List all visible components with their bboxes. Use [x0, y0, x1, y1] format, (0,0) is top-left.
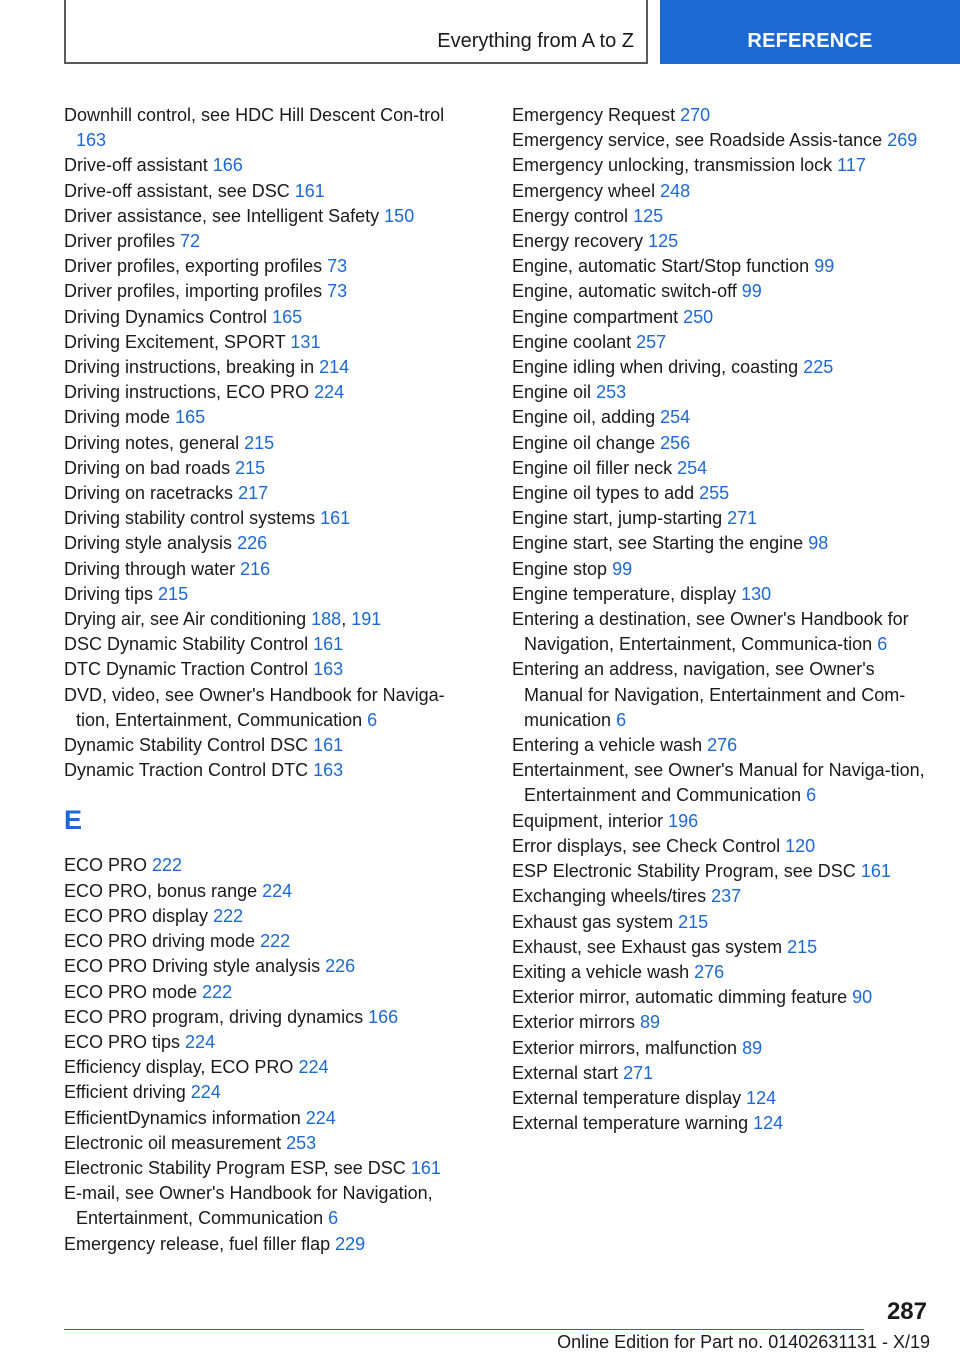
page-link[interactable]: 271 — [623, 1062, 654, 1083]
index-entry-text: Efficiency display, ECO PRO — [64, 1057, 294, 1078]
index-entry-text: ECO PRO driving mode — [64, 931, 256, 952]
index-entry — [64, 929, 474, 954]
index-entry-text: Driving tips — [64, 583, 154, 604]
page-link[interactable]: 222 — [213, 905, 244, 926]
page-link[interactable]: 237 — [711, 886, 742, 907]
index-entry — [64, 954, 474, 979]
index-entry-text: Exhaust, see Exhaust gas system — [512, 936, 783, 957]
page-link[interactable]: 125 — [648, 231, 679, 252]
index-entry-text: Drive-off assistant — [64, 155, 208, 176]
index-entry — [512, 859, 932, 884]
page-link[interactable]: 215 — [235, 457, 266, 478]
index-entry-text: DVD, video, see Owner's Handbook for Naviga-tion, Entertainment, Communication — [64, 684, 445, 730]
page-link[interactable]: 226 — [237, 533, 268, 554]
page-link[interactable]: 215 — [158, 583, 189, 604]
index-entry-text: Driving mode — [64, 407, 171, 428]
footer-edition: Online Edition for Part no. 01402631131 - X/19 — [557, 1332, 930, 1352]
index-entry-text: Entertainment, see Owner's Manual for Naviga-tion, Entertainment and Communication — [512, 760, 925, 806]
page-link[interactable]: 161 — [410, 1157, 441, 1178]
index-entry — [64, 204, 474, 229]
index-entry — [512, 179, 932, 204]
index-entry — [512, 657, 932, 733]
page-link[interactable]: 99 — [814, 256, 835, 277]
section-tab — [660, 0, 960, 64]
index-entry — [512, 935, 932, 960]
page-link[interactable]: 225 — [803, 357, 834, 378]
page-link[interactable]: 253 — [596, 382, 627, 403]
index-entry-text: Electronic Stability Program ESP, see DSC — [64, 1157, 406, 1178]
index-entry-text: Engine oil types to add — [512, 483, 695, 504]
index-entry — [64, 1131, 474, 1156]
index-column-left — [64, 103, 474, 1257]
index-entry-text: ESP Electronic Stability Program, see DSC — [512, 861, 856, 882]
index-entry — [512, 229, 932, 254]
page-link[interactable]: 276 — [694, 961, 725, 982]
index-entry — [512, 204, 932, 229]
index-entry-text: Energy control — [512, 205, 629, 226]
index-entry-text: ECO PRO — [64, 855, 148, 876]
page-link[interactable]: 224 — [190, 1082, 221, 1103]
index-entry-text: ECO PRO Driving style analysis — [64, 956, 321, 977]
page-link[interactable]: 161 — [294, 180, 325, 201]
page-link[interactable]: 117 — [837, 155, 866, 176]
index-entry-text: Driver profiles, exporting profiles — [64, 256, 323, 277]
page-link[interactable]: 161 — [860, 861, 891, 882]
page-link[interactable]: 215 — [244, 432, 275, 453]
page-link[interactable]: 224 — [185, 1031, 216, 1052]
index-entry — [64, 557, 474, 582]
index-entry — [64, 431, 474, 456]
page-link[interactable]: 89 — [640, 1012, 661, 1033]
header-title: Everything from A to Z — [437, 30, 634, 52]
index-entry — [512, 809, 932, 834]
page-link[interactable]: 255 — [699, 483, 730, 504]
page-link[interactable]: 191 — [351, 609, 382, 630]
index-entry-text: Energy recovery — [512, 231, 644, 252]
index-entry-text: Electronic oil measurement — [64, 1132, 282, 1153]
index-entry-text: Driving style analysis — [64, 533, 233, 554]
index-entry-text: Driving Excitement, SPORT — [64, 331, 286, 352]
index-entry — [512, 330, 932, 355]
index-entry — [512, 607, 932, 657]
index-entry-text: Dynamic Stability Control DSC — [64, 735, 309, 756]
page-link[interactable]: 6 — [367, 709, 378, 730]
index-entry-text: Dynamic Traction Control DTC — [64, 760, 309, 781]
page-link[interactable]: 166 — [212, 155, 243, 176]
page-link[interactable]: 229 — [335, 1233, 366, 1254]
index-entry — [512, 1111, 932, 1136]
index-entry — [512, 582, 932, 607]
page-link[interactable]: 6 — [806, 785, 817, 806]
index-entry — [64, 103, 474, 153]
index-entry-text: External start — [512, 1062, 619, 1083]
index-entry — [64, 1156, 474, 1181]
page-link[interactable]: 166 — [368, 1006, 399, 1027]
index-entry-text: Engine oil filler neck — [512, 457, 673, 478]
index-entry — [512, 279, 932, 304]
index-entry-text: Engine, automatic switch-off — [512, 281, 737, 302]
page-link[interactable]: 276 — [707, 735, 738, 756]
page-link[interactable]: 222 — [202, 981, 233, 1002]
page-link[interactable]: 224 — [314, 382, 345, 403]
page-link[interactable]: 226 — [325, 956, 356, 977]
index-entry-text: Downhill control, see HDC Hill Descent Con-trol — [64, 105, 445, 125]
page-link[interactable]: 254 — [660, 407, 691, 428]
index-entry-text: Engine oil change — [512, 432, 656, 453]
index-entry — [512, 1010, 932, 1035]
index-entry-text: Driving instructions, ECO PRO — [64, 382, 310, 403]
index-entry — [64, 879, 474, 904]
index-entry — [64, 405, 474, 430]
index-entry-text: Efficient driving — [64, 1082, 186, 1103]
page-link[interactable]: 270 — [680, 105, 711, 125]
index-entry — [512, 531, 932, 556]
index-entry — [512, 758, 932, 808]
index-entry-text: Engine start, jump-starting — [512, 508, 723, 529]
page-link[interactable]: 216 — [240, 558, 271, 579]
page-link[interactable]: 124 — [746, 1087, 777, 1108]
index-entry-text: Exiting a vehicle wash — [512, 961, 690, 982]
index-entry-text: ECO PRO tips — [64, 1031, 181, 1052]
page-link[interactable]: 224 — [305, 1107, 336, 1128]
index-entry — [64, 1030, 474, 1055]
index-entry-text: Exterior mirrors — [512, 1012, 636, 1033]
index-entry — [512, 1061, 932, 1086]
page-link[interactable]: 73 — [327, 281, 348, 302]
index-entry — [512, 355, 932, 380]
page-link[interactable]: 254 — [677, 457, 708, 478]
index-entry — [512, 985, 932, 1010]
index-entry — [512, 431, 932, 456]
index-entry — [64, 1005, 474, 1030]
index-entry — [64, 531, 474, 556]
index-entry-text: Engine oil, adding — [512, 407, 656, 428]
page-link[interactable]: 269 — [887, 130, 918, 151]
page-link[interactable]: 165 — [175, 407, 206, 428]
index-entry — [64, 506, 474, 531]
page-link[interactable]: 224 — [262, 880, 293, 901]
index-entry-text: ECO PRO program, driving dynamics — [64, 1006, 364, 1027]
page-link[interactable]: 256 — [660, 432, 691, 453]
index-entry — [64, 657, 474, 682]
index-entry-text: EfficientDynamics information — [64, 1107, 301, 1128]
index-entry-text: Driving stability control systems — [64, 508, 316, 529]
page-link[interactable]: 217 — [238, 483, 269, 504]
index-entry — [512, 506, 932, 531]
index-entry-text: DSC Dynamic Stability Control — [64, 634, 309, 655]
page-link[interactable]: 99 — [612, 558, 633, 579]
page-link[interactable]: 6 — [328, 1208, 339, 1229]
index-entry-text: External temperature warning — [512, 1113, 749, 1134]
index-entry — [64, 1106, 474, 1131]
index-entry-text: Equipment, interior — [512, 810, 664, 831]
page-link[interactable]: 165 — [272, 306, 303, 327]
page-link[interactable]: 98 — [808, 533, 829, 554]
index-entry: Drying air, see Air conditioning 188, 191 — [64, 609, 382, 630]
index-entry — [64, 305, 474, 330]
index-entry — [64, 481, 474, 506]
index-entry — [64, 582, 474, 607]
index-column-right — [512, 103, 932, 1136]
index-entry-text: Driver assistance, see Intelligent Safety — [64, 205, 380, 226]
index-entry-text: Exchanging wheels/tires — [512, 886, 707, 907]
index-entry-text: Engine start, see Starting the engine — [512, 533, 804, 554]
index-entry-text: Emergency unlocking, transmission lock — [512, 155, 833, 176]
index-entry — [64, 153, 474, 178]
index-entry — [512, 405, 932, 430]
page-link[interactable]: 131 — [290, 331, 321, 352]
index-entry-text: External temperature display — [512, 1087, 742, 1108]
index-entry-text: Driving on racetracks — [64, 483, 234, 504]
index-entry-text: Driving notes, general — [64, 432, 240, 453]
index-entry — [512, 380, 932, 405]
page-link[interactable]: 224 — [298, 1057, 329, 1078]
index-entry-text: Engine idling when driving, coasting — [512, 357, 799, 378]
index-entry — [64, 1080, 474, 1105]
index-entry-text: Entering a destination, see Owner's Handbook for Navigation, Entertainment, Communica-tion — [512, 609, 909, 655]
page-link[interactable]: 222 — [152, 855, 183, 876]
index-entry-text: Emergency Request — [512, 105, 676, 125]
index-entry-text: Engine stop — [512, 558, 608, 579]
page-link[interactable]: 125 — [633, 205, 664, 226]
page-link[interactable]: 6 — [877, 634, 888, 655]
page-link[interactable]: 248 — [660, 180, 691, 201]
page-link[interactable]: 6 — [616, 709, 627, 730]
page-link[interactable]: 130 — [741, 583, 772, 604]
index-entry-text: Engine coolant — [512, 331, 632, 352]
index-entry — [64, 733, 474, 758]
index-entry-text: Engine temperature, display — [512, 583, 737, 604]
page-link[interactable]: 253 — [286, 1132, 317, 1153]
page-link[interactable]: 250 — [683, 306, 714, 327]
page-link[interactable]: 188 — [311, 609, 342, 630]
index-entry-text: Emergency release, fuel filler flap — [64, 1233, 331, 1254]
index-entry — [64, 904, 474, 929]
page-link[interactable]: 215 — [678, 911, 709, 932]
index-entry — [64, 254, 474, 279]
page-link[interactable]: 161 — [320, 508, 351, 529]
page-link[interactable]: 90 — [852, 987, 873, 1008]
page-link[interactable]: 73 — [327, 256, 348, 277]
index-entry-text: E-mail, see Owner's Handbook for Navigation, Entertainment, Communication — [64, 1183, 433, 1229]
index-entry — [64, 1181, 474, 1231]
index-entry — [64, 456, 474, 481]
page-link[interactable]: 150 — [384, 205, 415, 226]
index-entry-text: Exterior mirror, automatic dimming feature — [512, 987, 848, 1008]
index-entry-text: Exhaust gas system — [512, 911, 674, 932]
index-entry — [512, 1086, 932, 1111]
index-entry — [64, 229, 474, 254]
page-link[interactable]: 163 — [76, 130, 107, 151]
index-entry — [512, 884, 932, 909]
index-entry — [64, 853, 474, 878]
page-link[interactable]: 72 — [180, 231, 201, 252]
index-entry — [64, 330, 474, 355]
index-entry-text: ECO PRO display — [64, 905, 209, 926]
index-entry-text: Driving instructions, breaking in — [64, 357, 315, 378]
page-link[interactable]: 222 — [260, 931, 291, 952]
index-entry — [512, 834, 932, 859]
footer-divider — [64, 1329, 864, 1330]
index-entry-text: ECO PRO, bonus range — [64, 880, 258, 901]
page-link[interactable]: 271 — [727, 508, 758, 529]
index-entry — [512, 910, 932, 935]
index-entry-text: Engine oil — [512, 382, 592, 403]
index-entry-text: Engine compartment — [512, 306, 679, 327]
index-entry-text: Error displays, see Check Control — [512, 835, 781, 856]
index-entry-text: Drying air, see Air conditioning — [64, 609, 307, 630]
index-entry — [64, 1232, 474, 1257]
index-entry — [64, 758, 474, 783]
page-link[interactable]: 163 — [313, 760, 344, 781]
index-entry — [512, 456, 932, 481]
index-entry-text: Emergency service, see Roadside Assis-tance — [512, 130, 883, 151]
index-entry — [64, 380, 474, 405]
index-entry-text: Emergency wheel — [512, 180, 656, 201]
index-entry — [512, 960, 932, 985]
page-link[interactable]: 89 — [742, 1037, 763, 1058]
index-entry — [64, 355, 474, 380]
index-entry — [64, 179, 474, 204]
index-entry-text: Engine, automatic Start/Stop function — [512, 256, 810, 277]
page-link[interactable]: 196 — [668, 810, 699, 831]
index-entry-text: ECO PRO mode — [64, 981, 198, 1002]
index-entry — [64, 980, 474, 1005]
index-entry — [512, 153, 932, 178]
index-entry-text: Driving Dynamics Control — [64, 306, 268, 327]
page-number: 287 — [886, 1298, 927, 1325]
index-entry-text: Driver profiles — [64, 231, 176, 252]
page-link[interactable]: 257 — [636, 331, 667, 352]
index-entry-text: Driving on bad roads — [64, 457, 231, 478]
index-entry — [64, 683, 474, 733]
header-title-box — [64, 0, 648, 64]
index-entry — [512, 103, 932, 128]
index-entry-text: Entering an address, navigation, see Owner's Manual for Navigation, Entertainment and Com-munication — [512, 659, 906, 730]
index-entry — [512, 305, 932, 330]
page-link[interactable]: 163 — [313, 659, 344, 680]
index-entry — [512, 733, 932, 758]
index-entry — [512, 481, 932, 506]
index-entry-text: Driving through water — [64, 558, 236, 579]
index-entry — [512, 254, 932, 279]
page-link[interactable]: 99 — [741, 281, 762, 302]
index-entry — [512, 557, 932, 582]
section-label: REFERENCE — [747, 30, 873, 52]
index-entry — [64, 632, 474, 657]
page-link[interactable]: 120 — [785, 835, 816, 856]
index-entry — [512, 128, 932, 153]
index-entry-text: Driver profiles, importing profiles — [64, 281, 323, 302]
page-link[interactable]: 124 — [753, 1113, 784, 1134]
page-link[interactable]: 161 — [313, 634, 344, 655]
index-entry-text: Exterior mirrors, malfunction — [512, 1037, 738, 1058]
page-link[interactable]: 215 — [787, 936, 818, 957]
index-letter-heading: E — [64, 805, 83, 836]
index-entry-text: Entering a vehicle wash — [512, 735, 703, 756]
page-link[interactable]: 214 — [319, 357, 350, 378]
page-link[interactable]: 161 — [313, 735, 344, 756]
index-entry-text: Drive-off assistant, see DSC — [64, 180, 290, 201]
index-entry-text: DTC Dynamic Traction Control — [64, 659, 309, 680]
index-entry — [64, 279, 474, 304]
index-entry — [64, 1055, 474, 1080]
index-entry — [512, 1036, 932, 1061]
